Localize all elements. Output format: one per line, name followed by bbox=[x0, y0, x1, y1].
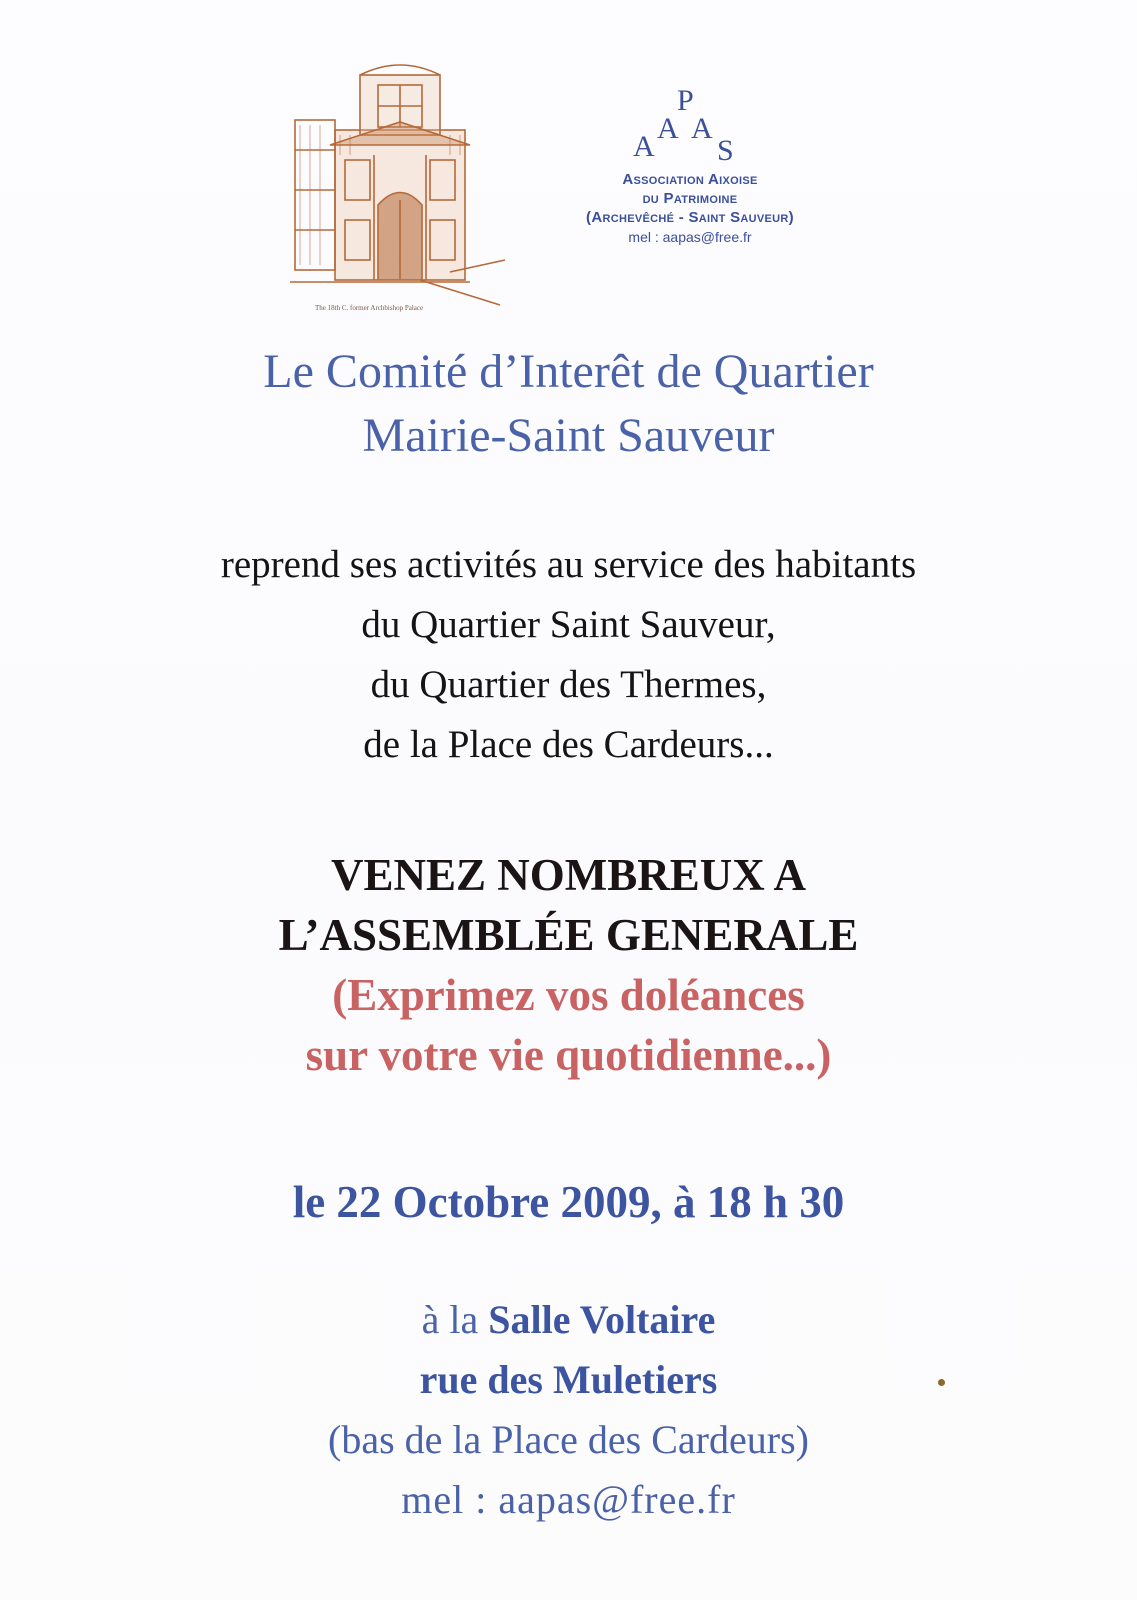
svg-text:S: S bbox=[717, 134, 734, 167]
venue-prefix: à la bbox=[421, 1297, 489, 1342]
logo-name-line1: Association Aixoise bbox=[622, 171, 758, 188]
aapas-logo bbox=[560, 80, 820, 247]
heading-line2: Mairie-Saint Sauveur bbox=[362, 409, 775, 462]
venue-note: (bas de la Place des Cardeurs) bbox=[328, 1417, 809, 1462]
palace-sketch-image bbox=[290, 60, 515, 320]
intro-line4: de la Place des Cardeurs... bbox=[363, 723, 774, 766]
drawing-caption: The 18th C. former Archbishop Palace bbox=[315, 304, 424, 312]
call-line4: sur votre vie quotidienne...) bbox=[305, 1030, 832, 1080]
stain-dot bbox=[938, 1379, 945, 1386]
logo-name-line3: (Archevêché - Saint Sauveur) bbox=[586, 209, 794, 226]
intro-line3: du Quartier des Thermes, bbox=[370, 663, 767, 706]
venue-email[interactable]: mel : aapas@free.fr bbox=[401, 1477, 736, 1522]
venue-hall-row bbox=[0, 1290, 1137, 1350]
venue-street: rue des Muletiers bbox=[419, 1357, 718, 1402]
svg-text:A: A bbox=[633, 130, 655, 163]
call-line3: (Exprimez vos doléances bbox=[332, 970, 805, 1020]
svg-text:P: P bbox=[677, 84, 694, 117]
palace-drawing bbox=[290, 60, 515, 320]
call-to-action bbox=[0, 845, 1137, 1085]
page-heading bbox=[0, 340, 1137, 468]
logo-name-line2: du Patrimoine bbox=[642, 190, 738, 207]
event-date: le 22 Octobre 2009, à 18 h 30 bbox=[292, 1177, 845, 1227]
intro-line2: du Quartier Saint Sauveur, bbox=[361, 603, 776, 646]
logo-email: mel : aapas@free.fr bbox=[628, 229, 752, 245]
venue-hall: Salle Voltaire bbox=[488, 1297, 716, 1342]
call-line2: L’ASSEMBLÉE GENERALE bbox=[278, 910, 859, 960]
aapas-letters-image bbox=[615, 80, 765, 170]
call-line1: VENEZ NOMBREUX A bbox=[330, 850, 807, 900]
intro-text bbox=[0, 535, 1137, 775]
svg-text:A: A bbox=[657, 112, 679, 145]
heading-line1: Le Comité d’Interêt de Quartier bbox=[263, 345, 874, 398]
svg-text:A: A bbox=[691, 112, 713, 145]
intro-line1: reprend ses activités au service des habitants bbox=[220, 543, 917, 586]
venue-info bbox=[0, 1290, 1137, 1530]
